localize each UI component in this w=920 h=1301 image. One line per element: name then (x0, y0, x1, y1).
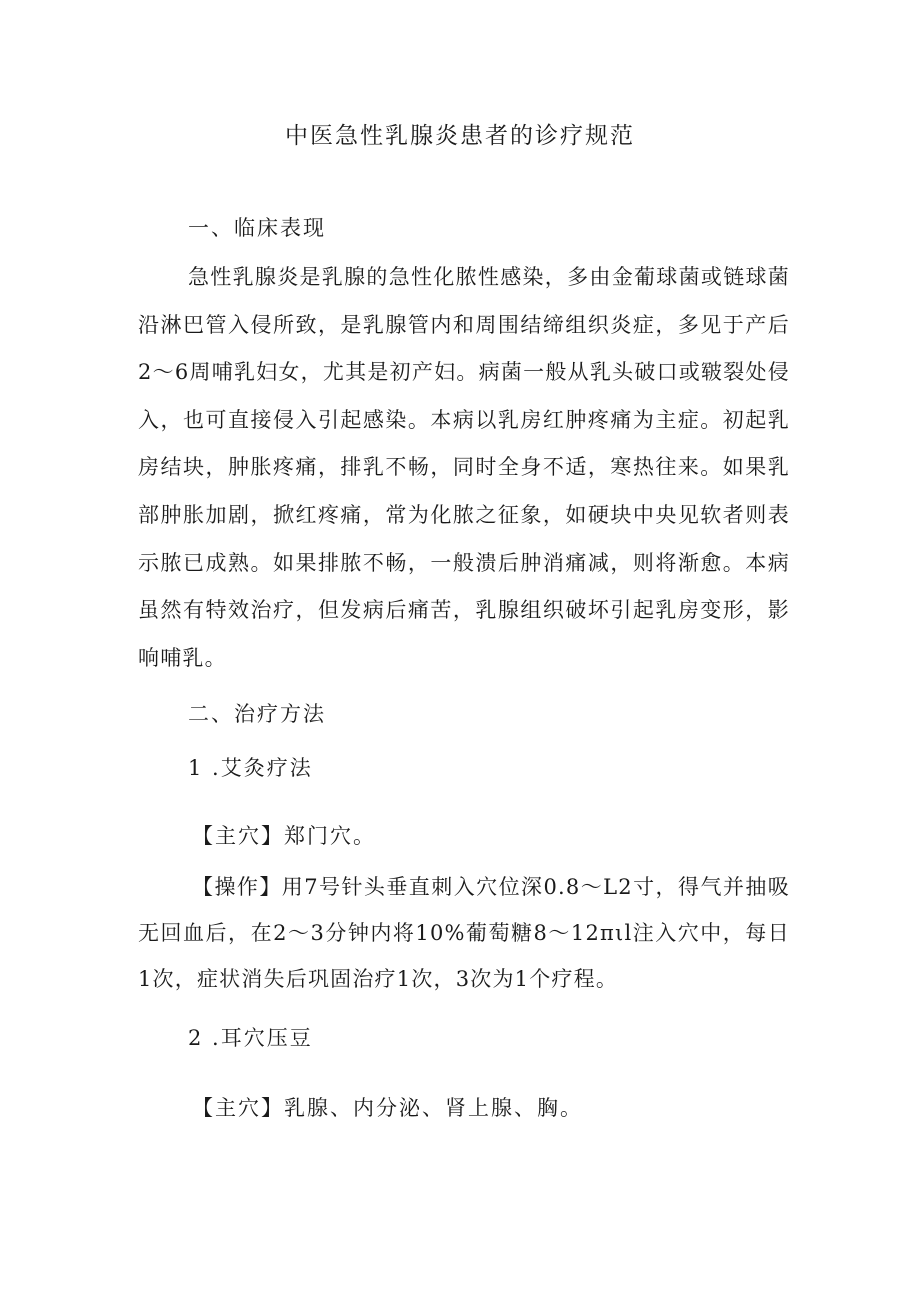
section-heading-treatment: 二、治疗方法 (188, 702, 326, 726)
method-heading-moxibustion: 1 .艾灸疗法 (188, 756, 313, 780)
method-heading-ear-points: 2 .耳穴压豆 (188, 1026, 313, 1050)
page-title: 中医急性乳腺炎患者的诊疗规范 (285, 123, 635, 149)
section-heading-clinical: 一、临床表现 (188, 216, 326, 240)
clinical-paragraph: 急性乳腺炎是乳腺的急性化脓性感染，多由金葡球菌或链球菌沿淋巴管入侵所致，是乳腺管内和周围结缔组织炎症，多见于产后2～6周哺乳妇女，尤其是初产妇。病菌一般从乳头破口或皲裂处侵入，也可直接侵入引起感染。本病以乳房红肿疼痛为主症。初起乳房结块，肿胀疼痛，排乳不畅，同时全身不适，寒热往来。如果乳部肿胀加剧，掀红疼痛，常为化脓之征象，如硬块中央见软者则表示脓已成熟。如果排脓不畅，一般溃后肿消痛减，则将渐愈。本病虽然有特效治疗，但发病后痛苦，乳腺组织破坏引起乳房变形，影响哺乳。 (138, 265, 790, 670)
moxibustion-main-points: 【主穴】郑门穴。 (192, 824, 376, 848)
moxibustion-operation: 【操作】用7号针头垂直刺入穴位深0.8～L2寸，得气并抽吸无回血后，在2～3分钟内将10%葡萄糖8～12πιl注入穴中，每日1次，症状消失后巩固治疗1次，3次为1个疗程。 (138, 875, 790, 991)
ear-points-main-points: 【主穴】乳腺、内分泌、肾上腺、胸。 (192, 1096, 583, 1120)
